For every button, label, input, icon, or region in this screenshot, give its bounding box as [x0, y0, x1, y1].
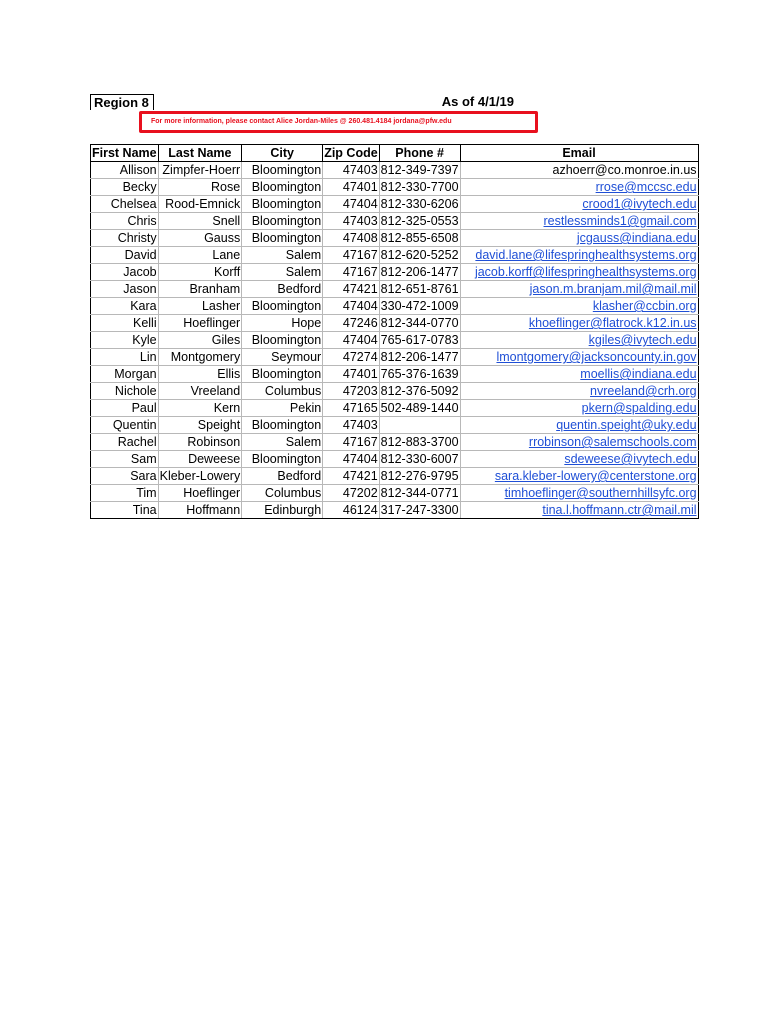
as-of-date: As of 4/1/19: [441, 94, 514, 109]
last-name-cell: Ellis: [158, 366, 242, 383]
last-name-cell: Kleber-Lowery: [159, 469, 241, 483]
table-row: [91, 247, 699, 264]
region-label: Region 8: [90, 94, 154, 110]
city-cell: Bedford: [242, 468, 323, 485]
last-name-cell: Lasher: [158, 298, 242, 315]
city-cell: Pekin: [242, 400, 323, 417]
phone-cell: 502-489-1440: [380, 401, 459, 415]
city-cell: Bedford: [242, 281, 323, 298]
table-row: [91, 383, 699, 400]
phone-cell: 812-206-1477: [380, 350, 459, 364]
phone-cell: 812-349-7397: [380, 163, 459, 177]
email-link[interactable]: sara.kleber-lowery@centerstone.org: [460, 468, 698, 485]
email-link[interactable]: tina.l.hoffmann.ctr@mail.mil: [460, 502, 698, 519]
phone-cell: 812-276-9795: [380, 469, 459, 483]
city-cell: Salem: [242, 264, 323, 281]
table-row: [91, 298, 699, 315]
table-row: [91, 281, 699, 298]
first-name-cell: Chris: [91, 213, 159, 230]
zip-code-cell: 47165: [323, 400, 379, 417]
first-name-cell: Rachel: [91, 434, 159, 451]
first-name-cell: Quentin: [91, 417, 159, 434]
city-cell: Bloomington: [242, 196, 323, 213]
first-name-cell: Tina: [91, 502, 159, 519]
last-name-cell: Gauss: [158, 230, 242, 247]
city-cell: Salem: [242, 434, 323, 451]
table-row: [91, 332, 699, 349]
city-cell: Bloomington: [242, 179, 323, 196]
table-row: [91, 485, 699, 502]
zip-code-cell: 47167: [323, 247, 379, 264]
last-name-cell: Vreeland: [158, 383, 242, 400]
col-header-last-name: Last Name: [158, 145, 242, 162]
email-link[interactable]: david.lane@lifespringhealthsystems.org: [460, 247, 698, 264]
city-cell: Columbus: [242, 383, 323, 400]
col-header-email: Email: [460, 145, 698, 162]
first-name-cell: Lin: [91, 349, 159, 366]
email-link[interactable]: kgiles@ivytech.edu: [460, 332, 698, 349]
phone-cell: 812-651-8761: [380, 282, 459, 296]
zip-code-cell: 47408: [323, 230, 379, 247]
email-link[interactable]: timhoeflinger@southernhillsyfc.org: [460, 485, 698, 502]
city-cell: Bloomington: [242, 230, 323, 247]
phone-cell: [379, 417, 460, 434]
col-header-city: City: [242, 145, 323, 162]
last-name-cell: Robinson: [158, 434, 242, 451]
first-name-cell: Becky: [91, 179, 159, 196]
last-name-cell: Zimpfer-Hoerr: [158, 162, 242, 179]
city-cell: Bloomington: [242, 298, 323, 315]
table-row: [91, 264, 699, 281]
zip-code-cell: 47167: [323, 264, 379, 281]
zip-code-cell: 47401: [323, 179, 379, 196]
last-name-cell: Rood-Emnick: [158, 196, 242, 213]
phone-cell: 330-472-1009: [380, 299, 459, 313]
email-link[interactable]: khoeflinger@flatrock.k12.in.us: [460, 315, 698, 332]
phone-cell: 765-617-0783: [380, 333, 459, 347]
phone-cell: 812-325-0553: [380, 214, 459, 228]
last-name-cell: Branham: [158, 281, 242, 298]
phone-cell: 812-330-6007: [380, 452, 459, 466]
first-name-cell: Tim: [91, 485, 159, 502]
first-name-cell: Sara: [91, 468, 159, 485]
phone-cell: 812-620-5252: [380, 248, 459, 262]
email-link[interactable]: jason.m.branjam.mil@mail.mil: [460, 281, 698, 298]
zip-code-cell: 47404: [323, 332, 379, 349]
email-link[interactable]: rrobinson@salemschools.com: [460, 434, 698, 451]
email-link[interactable]: rrose@mccsc.edu: [460, 179, 698, 196]
phone-cell: 812-344-0771: [380, 486, 459, 500]
first-name-cell: Jacob: [91, 264, 159, 281]
last-name-cell: Hoeflinger: [158, 315, 242, 332]
first-name-cell: Kelli: [91, 315, 159, 332]
email-link: azhoerr@co.monroe.in.us: [460, 162, 698, 179]
col-header-zip-code: Zip Code: [324, 146, 378, 160]
city-cell: Edinburgh: [242, 502, 323, 519]
phone-cell: 812-376-5092: [380, 384, 459, 398]
zip-code-cell: 47167: [323, 434, 379, 451]
phone-cell: 812-330-6206: [380, 197, 459, 211]
table-row: [91, 213, 699, 230]
phone-cell: 812-330-7700: [380, 180, 459, 194]
table-row: [91, 179, 699, 196]
city-cell: Bloomington: [242, 332, 323, 349]
email-link[interactable]: klasher@ccbin.org: [460, 298, 698, 315]
city-cell: Salem: [242, 247, 323, 264]
email-link[interactable]: jcgauss@indiana.edu: [460, 230, 698, 247]
col-header-first-name: First Name: [92, 146, 157, 160]
table-row: [91, 162, 699, 179]
city-cell: Seymour: [242, 349, 323, 366]
email-link[interactable]: jacob.korff@lifespringhealthsystems.org: [460, 264, 698, 281]
first-name-cell: Jason: [91, 281, 159, 298]
zip-code-cell: 47203: [323, 383, 379, 400]
last-name-cell: Deweese: [158, 451, 242, 468]
email-link[interactable]: restlessminds1@gmail.com: [460, 213, 698, 230]
zip-code-cell: 47404: [323, 451, 379, 468]
phone-cell: 812-206-1477: [380, 265, 459, 279]
table-body: [91, 162, 699, 519]
email-link[interactable]: pkern@spalding.edu: [460, 400, 698, 417]
zip-code-cell: 47421: [323, 468, 379, 485]
first-name-cell: Sam: [91, 451, 159, 468]
table-row: [91, 400, 699, 417]
email-link[interactable]: nvreeland@crh.org: [460, 383, 698, 400]
email-link[interactable]: moellis@indiana.edu: [460, 366, 698, 383]
zip-code-cell: 47202: [323, 485, 379, 502]
last-name-cell: Montgomery: [158, 349, 242, 366]
zip-code-cell: 47421: [323, 281, 379, 298]
phone-cell: 812-855-6508: [380, 231, 459, 245]
last-name-cell: Hoffmann: [158, 502, 242, 519]
email-link[interactable]: sdeweese@ivytech.edu: [460, 451, 698, 468]
last-name-cell: Giles: [158, 332, 242, 349]
table-row: [91, 434, 699, 451]
city-cell: Columbus: [242, 485, 323, 502]
first-name-cell: Morgan: [91, 366, 159, 383]
contact-table: [90, 144, 699, 519]
last-name-cell: Snell: [158, 213, 242, 230]
first-name-cell: Nichole: [91, 383, 159, 400]
last-name-cell: Kern: [158, 400, 242, 417]
zip-code-cell: 46124: [323, 502, 379, 519]
city-cell: Bloomington: [242, 213, 323, 230]
phone-cell: 317-247-3300: [380, 503, 459, 517]
city-cell: Bloomington: [242, 451, 323, 468]
zip-code-cell: 47404: [323, 298, 379, 315]
first-name-cell: Chelsea: [91, 196, 159, 213]
col-header-phone: Phone #: [379, 145, 460, 162]
zip-code-cell: 47404: [323, 196, 379, 213]
table-row: [91, 451, 699, 468]
last-name-cell: Speight: [158, 417, 242, 434]
city-cell: Hope: [242, 315, 323, 332]
table-row: [91, 196, 699, 213]
contact-notice: For more information, please contact Alice Jordan-Miles @ 260.481.4184 jordana@pfw.edu: [139, 111, 538, 133]
last-name-cell: Lane: [158, 247, 242, 264]
first-name-cell: Kyle: [91, 332, 159, 349]
last-name-cell: Korff: [158, 264, 242, 281]
phone-cell: 812-344-0770: [380, 316, 459, 330]
table-row: [91, 366, 699, 383]
table-row: [91, 349, 699, 366]
table-row: [91, 502, 699, 519]
zip-code-cell: 47246: [323, 315, 379, 332]
email-link[interactable]: crood1@ivytech.edu: [460, 196, 698, 213]
first-name-cell: Christy: [91, 230, 159, 247]
first-name-cell: David: [91, 247, 159, 264]
table-row: [91, 315, 699, 332]
zip-code-cell: 47403: [323, 213, 379, 230]
last-name-cell: Hoeflinger: [158, 485, 242, 502]
phone-cell: 812-883-3700: [380, 435, 459, 449]
city-cell: Bloomington: [242, 366, 323, 383]
zip-code-cell: 47274: [323, 349, 379, 366]
zip-code-cell: 47401: [323, 366, 379, 383]
last-name-cell: Rose: [158, 179, 242, 196]
email-link[interactable]: quentin.speight@uky.edu: [460, 417, 698, 434]
table-row: [91, 230, 699, 247]
first-name-cell: Kara: [91, 298, 159, 315]
header-row: [91, 145, 699, 162]
city-cell: Bloomington: [242, 162, 323, 179]
first-name-cell: Paul: [91, 400, 159, 417]
email-link[interactable]: lmontgomery@jacksoncounty.in.gov: [460, 349, 698, 366]
zip-code-cell: 47403: [323, 417, 379, 434]
table-row: [91, 417, 699, 434]
phone-cell: 765-376-1639: [380, 367, 459, 381]
zip-code-cell: 47403: [323, 162, 379, 179]
first-name-cell: Allison: [91, 162, 159, 179]
city-cell: Bloomington: [242, 417, 323, 434]
table-row: [91, 468, 699, 485]
